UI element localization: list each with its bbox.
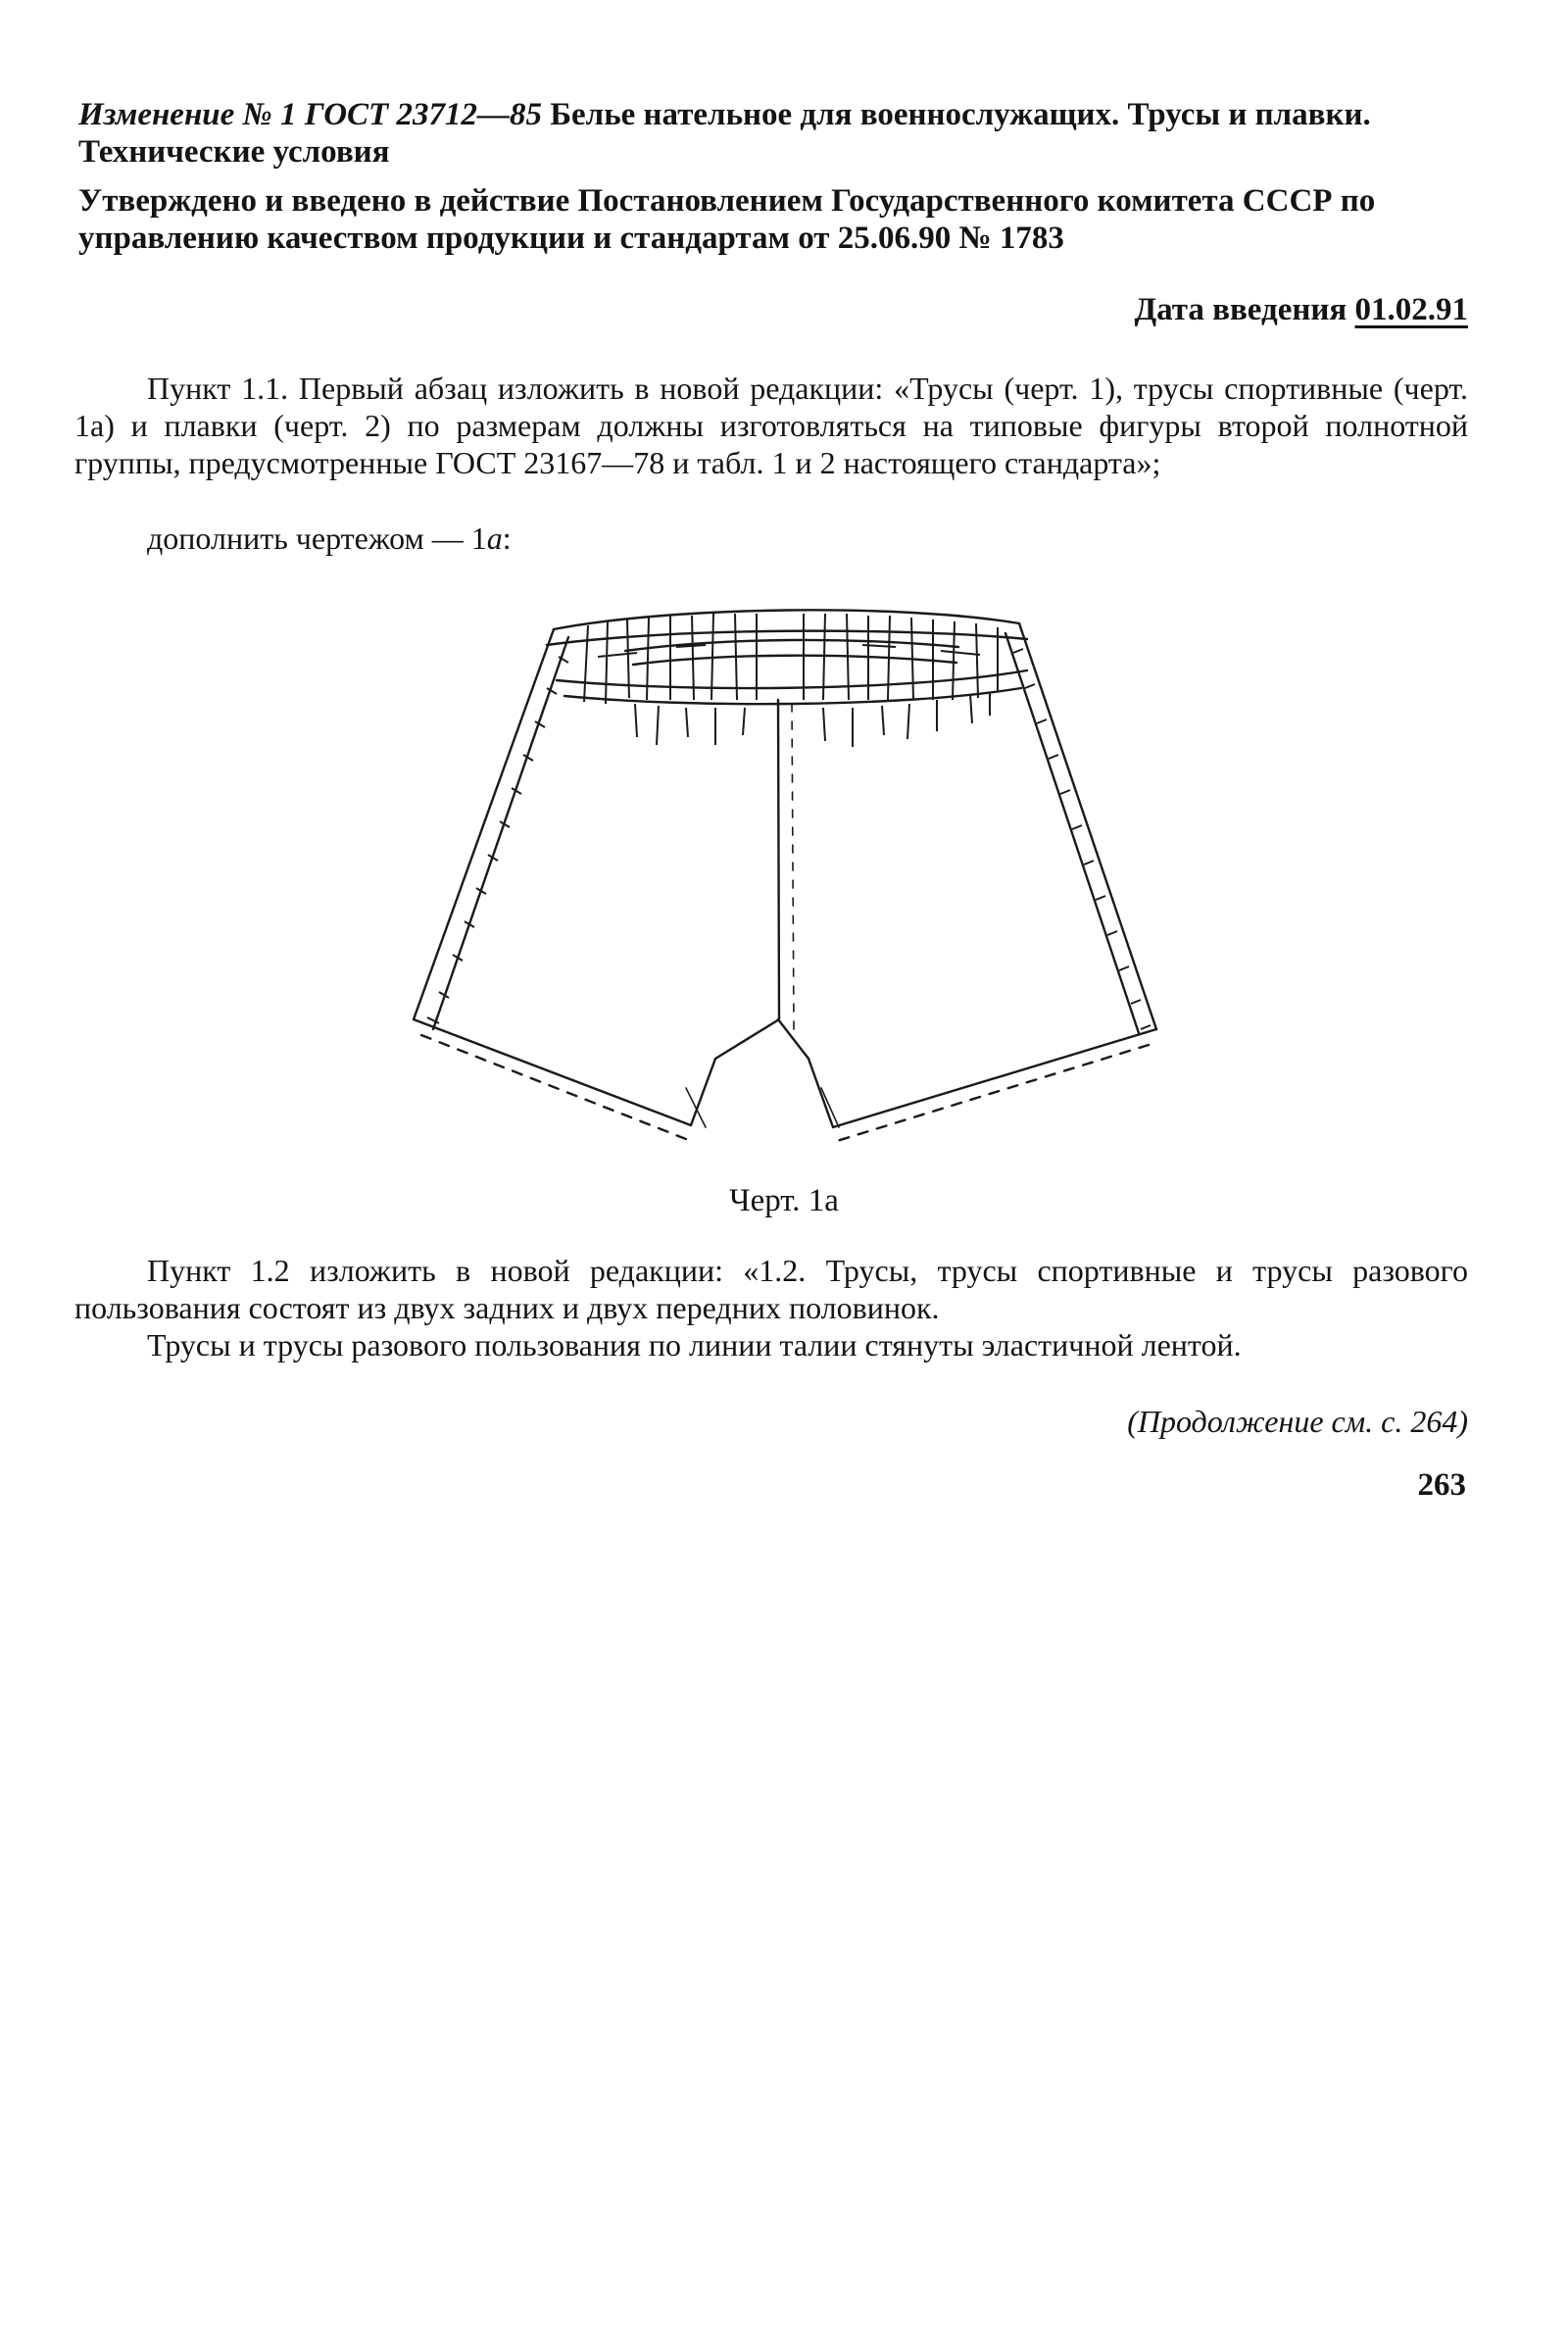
waistband-outline (554, 610, 1019, 629)
shorts-drawing (392, 598, 1176, 1166)
effective-date-value: 01.02.91 (1354, 292, 1468, 327)
addition-end: : (502, 520, 512, 556)
amendment-header (78, 96, 1470, 171)
left-side-seam (414, 629, 554, 1019)
right-leg-hem (808, 1029, 1156, 1127)
page-number: 263 (1417, 1467, 1466, 1503)
addition-prefix: дополнить чертежом — 1 (147, 520, 487, 556)
standard-title: Белье нательное для военнослужащих. Трусы и плавки. Технические условия (78, 97, 1371, 170)
right-side-seam (1019, 623, 1156, 1029)
center-seam (715, 700, 779, 1059)
left-leg-hem (414, 1019, 715, 1125)
addition-suffix: а (486, 520, 503, 556)
figure-caption: Черт. 1а (729, 1183, 839, 1218)
effective-date-label: Дата введения (1134, 292, 1348, 327)
clause-1-2-text: Пункт 1.2 изложить в новой редакции: «1.2. Трусы, трусы спортивные и трусы разового пользования состоят из двух задних и двух передних половинок. (74, 1253, 1468, 1325)
clause-1-1-addition (74, 520, 1468, 557)
amendment-number: Изменение № 1 ГОСТ 23712—85 (78, 97, 542, 132)
clause-1-1-text: Пункт 1.1. Первый абзац изложить в новой редакции: «Трусы (черт. 1), трусы спортивные (черт. 1а) и плавки (черт. 2) по размерам должны изготовляться на типовые фигуры второй полнотной группы, предусмотренные ГОСТ 23167—78 и табл. 1 и 2 настоящего стандарта»; (74, 371, 1468, 480)
continuation-note: (Продолжение см. с. 264) (1127, 1404, 1468, 1439)
clause-1-2-text-2: Трусы и трусы разового пользования по линии талии стянуты эластичной лентой. (147, 1327, 1242, 1363)
approval-statement: Утверждено и введено в действие Постановлением Государственного комитета СССР по управлению качеством продукции и стандартам от 25.06.90 № 1783 (78, 183, 1376, 256)
effective-date (1134, 292, 1468, 328)
